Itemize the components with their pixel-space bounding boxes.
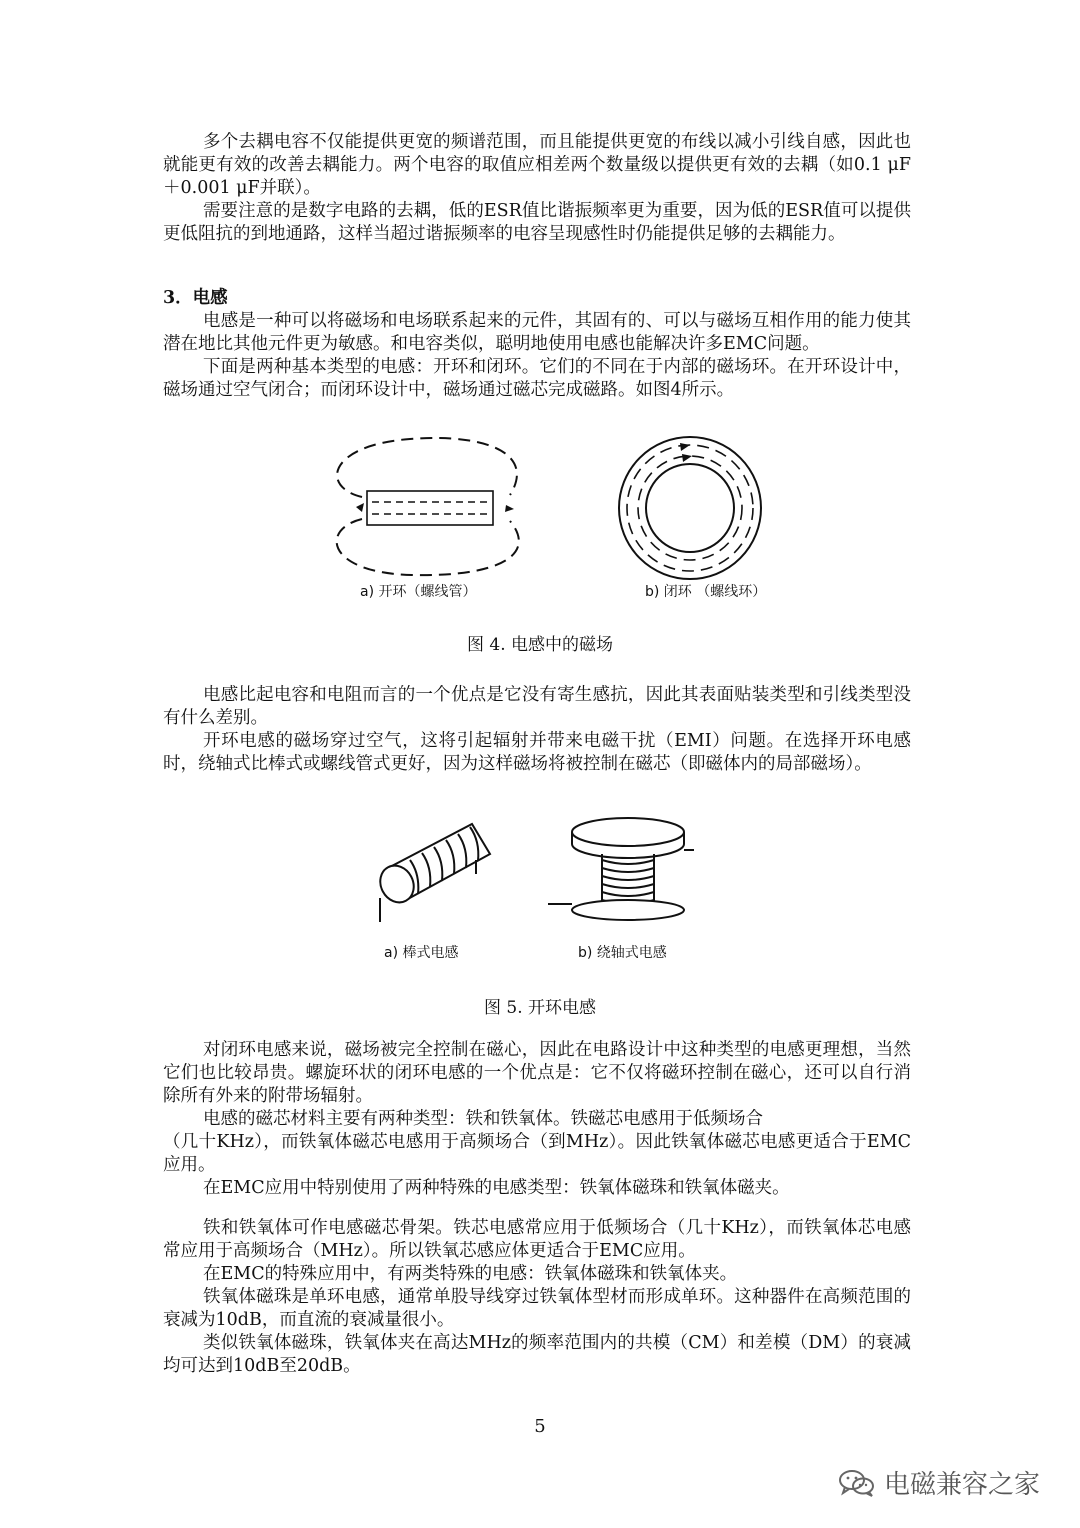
- section-3-block: [163, 287, 911, 402]
- paragraph: 下面是两种基本类型的电感：开环和闭环。它们的不同在于内部的磁场环。在开环设计中，磁场通过空气闭合；而闭环设计中，磁场通过磁芯完成磁路。如图4所示。: [163, 357, 911, 400]
- figure-5-caption: 图 5. 开环电感: [483, 998, 597, 1018]
- paragraph: 电感的磁芯材料主要有两种类型：铁和铁氧体。铁磁芯电感用于低频场合: [203, 1109, 763, 1129]
- figure-5a-label: a) 棒式电感: [384, 945, 459, 961]
- paragraph-continuation: （几十KHz），而铁氧体磁芯电感用于高频场合（到MHz）。因此铁氧体磁芯电感更适合于EMC应用。: [163, 1132, 911, 1175]
- paragraph: 需要注意的是数字电路的去耦，低的ESR值比谐振频率更为重要，因为低的ESR值可以提供更低阻抗的到地通路，这样当超过谐振频率的电容呈现感性时仍能提供足够的去耦能力。: [163, 201, 911, 244]
- rod-inductor-illustration: [374, 824, 490, 922]
- paragraph: 铁氧体磁珠是单环电感，通常单股导线穿过铁氧体型材而形成单环。这种器件在高频范围的衰减为10dB，而直流的衰减量很小。: [163, 1287, 911, 1330]
- paragraph: 在EMC应用中特别使用了两种特殊的电感类型：铁氧体磁珠和铁氧体磁夹。: [203, 1178, 790, 1198]
- figure-4a-label: a) 开环（螺线管）: [360, 584, 477, 600]
- closed-loop-toroid-illustration: [619, 437, 761, 579]
- figure-5b-label: b) 绕轴式电感: [578, 945, 667, 961]
- intro-text-block: [163, 131, 911, 246]
- bobbin-inductor-illustration: [548, 818, 694, 920]
- paragraph: 电感比起电容和电阻而言的一个优点是它没有寄生感抗，因此其表面贴装类型和引线类型没有什么差别。: [163, 685, 911, 728]
- paragraph: 对闭环电感来说，磁场被完全控制在磁心，因此在电路设计中这种类型的电感更理想，当然它们也比较昂贵。螺旋环状的闭环电感的一个优点是：它不仅将磁环控制在磁心，还可以自行消除所有外来的附带场辐射。: [163, 1040, 911, 1106]
- paragraph: 开环电感的磁场穿过空气，这将引起辐射并带来电磁干扰（EMI）问题。在选择开环电感时，绕轴式比棒式或螺线管式更好，因为这样磁场将被控制在磁芯（即磁体内的局部磁场）。: [163, 731, 911, 774]
- ferrite-text-block: [163, 1217, 911, 1378]
- figure-4-caption: 图 4. 电感中的磁场: [466, 635, 614, 655]
- paragraph: 多个去耦电容不仅能提供更宽的频谱范围，而且能提供更宽的布线以减小引线自感，因此也就能更有效的改善去耦能力。两个电容的取值应相差两个数量级以提供更有效的去耦（如0.1 μF＋0.001 μF并联）。: [163, 132, 911, 198]
- open-loop-solenoid-illustration: [337, 438, 519, 575]
- figure-5-drawing: [360, 810, 700, 935]
- watermark: [838, 1464, 1040, 1501]
- figure-4-drawing: [320, 425, 790, 585]
- section-heading: 3．电感: [163, 288, 228, 308]
- page-number: 5: [534, 1416, 546, 1437]
- body-text-block: [163, 684, 911, 776]
- figure-4b-label: b) 闭环 （螺线环）: [645, 584, 767, 600]
- paragraph: 类似铁氧体磁珠，铁氧体夹在高达MHz的频率范围内的共模（CM）和差模（DM）的衰减均可达到10dB至20dB。: [163, 1333, 911, 1376]
- paragraph: 铁和铁氧体可作电感磁芯骨架。铁芯电感常应用于低频场合（几十KHz），而铁氧体芯电感常应用于高频场合（MHz）。所以铁氧芯感应体更适合于EMC应用。: [163, 1218, 911, 1261]
- watermark-text: 电磁兼容之家: [884, 1470, 1041, 1500]
- closed-loop-text-block: [163, 1039, 911, 1200]
- paragraph: 电感是一种可以将磁场和电场联系起来的元件，其固有的、可以与磁场互相作用的能力使其潜在地比其他元件更为敏感。和电容类似，聪明地使用电感也能解决许多EMC问题。: [163, 311, 911, 354]
- wechat-icon: [838, 1468, 876, 1498]
- paragraph: 在EMC的特殊应用中，有两类特殊的电感：铁氧体磁珠和铁氧体夹。: [203, 1264, 738, 1284]
